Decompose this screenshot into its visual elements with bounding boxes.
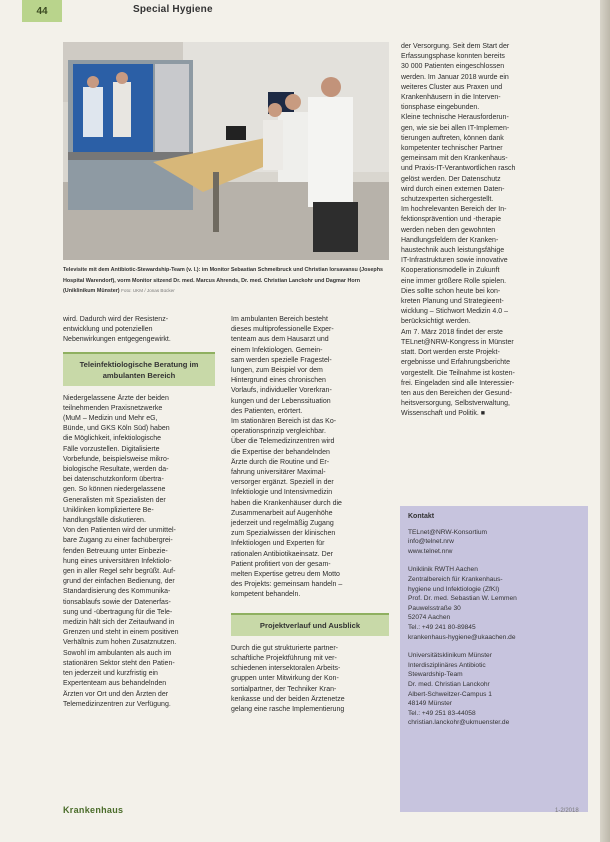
photo-credit: Foto: UKM / Jonas Bücker xyxy=(121,288,175,293)
section-title: Special Hygiene xyxy=(133,4,213,15)
col2-body2: Durch die gut strukturierte partner- schaftliche Projektführung mit ver- schiedenen intersektoralen Arbeits- gruppen unter Mitwirkung der Kon- sortialpartner, der Techniker Kran- kenkasse und der beiden Ärztenetze gelang eine rasche Implementierung xyxy=(231,644,345,713)
telemedicine-scene-image xyxy=(63,42,389,260)
issue-number: 1-2/2018 xyxy=(555,808,579,814)
contact-block-aachen: Uniklinik RWTH Aachen Zentralbereich für Krankenhaus- hygiene und Infektiologie (ZfKI) Prof. Dr. med. Sebastian W. Lemmen Pauwelsstraße 30 52074 Aachen Tel.: +49 241 80-89845 krankenhaus-hygiene@ukaachen.de xyxy=(408,566,517,641)
caption-text: Televisite mit dem Antibiotic-Stewardship-Team (v. l.): im Monitor Sebastian Schmeibruck und Christian Iorsavansu (Josephs Hospital Warendorf), vorm Monitor sitzend Dr. med. Marcus Ahrends, Dr. med. Christian Lanckohr und Dagmar Horn (Uniklinikum Münster) xyxy=(63,267,384,294)
col2-body: Im ambulanten Bereich besteht dieses multiprofessionelle Exper- tenteam aus dem Hausarzt und einem Infektiologen. Gemein- sam werden spezielle Fragestel- lungen, zum Beispiel vor dem Hintergrund eines chronischen Vorlaufs, individueller Vorerkran- kungen und der Lebenssituation des Patienten, erörtert. Im stationären Bereich ist das Ko- operationsprinzip vergleichbar. Über die Telemedizinzentren wird die Expertise der behandelnden Ärzte durch die Routine und Er- fahrung universitärer Maximal- versorger ergänzt. Speziell in der Infektiologie und Intensivmedizin haben die Krankenhäuser durch die Zusammenarbeit auf Augenhöhe jederzeit und regelmäßig Zugang zum Spezialwissen der klinischen Infektiologen und Experten für rationalen Antibiotikaeinsatz. Der Patient profitiert von der gesam- melten Expertise getreu dem Motto des Projekts: gemeinsam handeln – kompetent behandeln. xyxy=(231,316,343,599)
subheading-teleinfektiologie: Teleinfektiologische Beratung im ambulanten Bereich xyxy=(63,352,215,386)
subheading-projektverlauf: Projektverlauf und Ausblick xyxy=(231,613,389,636)
article-column-2 xyxy=(231,315,389,716)
contact-block-muenster: Universitätsklinikum Münster Interdisziplinäres Antibiotic Stewardship-Team Dr. med. Christian Lanckohr Albert-Schweitzer-Campus 1 48149 Münster Tel.: +49 251 83-44058 christian.lanckohr@ukmuenster.de xyxy=(408,652,510,727)
photo-caption xyxy=(63,265,389,297)
article-column-1 xyxy=(63,315,215,711)
col1-intro: wird. Dadurch wird der Resistenz- entwicklung und potenziellen Nebenwirkungen entgegengewirkt. xyxy=(63,316,171,344)
contact-block-consortium: TELnet@NRW-Konsortium info@telnet.nrw www.telnet.nrw xyxy=(408,528,488,555)
contact-heading: Kontakt xyxy=(408,513,435,520)
article-photo xyxy=(63,42,389,260)
contact-box xyxy=(400,506,588,812)
page-number: 44 xyxy=(22,0,62,22)
col3-body: der Versorgung. Seit dem Start der Erfassungsphase konnten bereits 30 000 Patienten eingeschlossen werden. Im Januar 2018 wurde ein weiteres Cluster aus Praxen und Krankenhäusern in die Interven- tionsphase eingebunden. Kleine technische Herausforderun- gen, wie sie bei allen IT-Implemen- tierungen auftreten, können dank kompetenter technischer Partner gemeinsam mit den Krankenhaus- und Praxis-IT-Verantwortlichen rasch gelöst werden. Der Datenschutz wird durch einen externen Daten- schutzexperten sichergestellt. Im hochrelevanten Bereich der In- fektionsprävention und -therapie werden neben den gewohnten Handlungsfeldern der Kranken- haustechnik auch leistungsfähige IT-Infrastrukturen sowie innovative Kooperationsmodelle in Zukunft eine immer größere Rolle spielen. Dies sollte schon heute bei kon- kreten Planung und Strategieent- wicklung – Stichwort Medizin 4.0 – berücksichtigt werden. Am 7. März 2018 findet der erste TELnet@NRW-Kongress in Münster statt. Dort werden erste Projekt- ergebnisse und Erfahrungsberichte vorgestellt. Die Teilnahme ist kosten- frei. Eingeladen sind alle Interessier- ten aus den Bereichen der Gesund- heitsversorgung, Selbstverwaltung, Wissenschaft und Politik. ■ xyxy=(401,43,516,418)
page-gutter xyxy=(600,0,610,842)
article-column-3 xyxy=(401,42,589,421)
magazine-logo: Krankenhaus xyxy=(63,805,124,815)
col1-body: Niedergelassene Ärzte der beiden teilnehmenden Praxisnetzwerke (MuM – Medizin und Mehr eG, Bünde, und GKS Köln Süd) haben die Möglichkeit, infektiologische Fälle vorzustellen. Digitalisierte Vorbefunde, beispielsweise mikro- biologische Resultate, werden da- bei datenschutzkonform übertra- gen. So können niedergelassene Generalisten mit Spezialisten der Uniklinken kompliziertere Be- handlungsfälle diskutieren. Von den Patienten wird der unmittel- bare Zugang zu einer fachübergrei- fenden Betreuung unter Einbezie- hung eines universitären Infektiolo- gen in aller Regel sehr begrüßt. Auf- grund der einfachen Bedienung, der Standardisierung des Kommunika- tionsablaufs sowie der Datenerfas- sung und -übertragung für die Tele- medizin hält sich der Zeitaufwand in Grenzen und steht in einem positiven Verhältnis zum hohen Zusatznutzen. Sowohl im ambulanten als auch im stationären Sektor steht den Patien- ten jederzeit und kurzfristig ein Expertenteam aus behandelnden Ärzten vor Ort und den Ärzten der Telemedizinzentren zur Verfügung. xyxy=(63,394,179,708)
